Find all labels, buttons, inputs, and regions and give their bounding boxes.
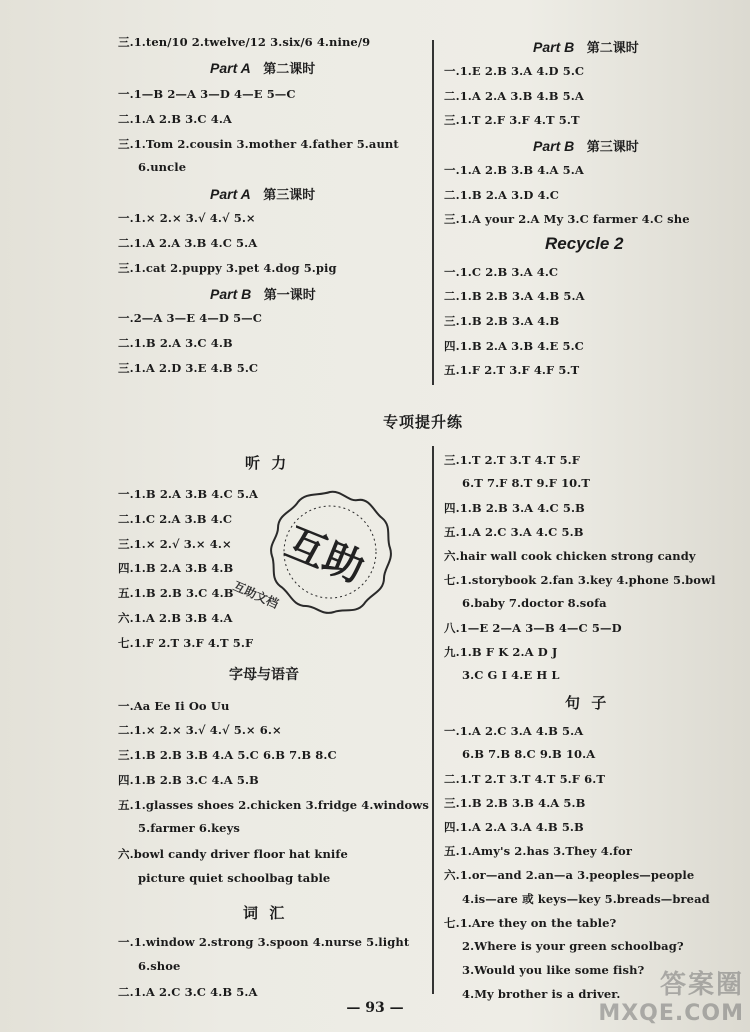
answer-line: 四.1.B 2.A 3.B 4.B (118, 561, 234, 575)
answer-line: 三.1.T 2.T 3.T 4.T 5.F (444, 453, 581, 467)
answer-line: 二.1.B 2.B 3.A 4.B 5.A (444, 289, 585, 303)
answer-line: 二.1.C 2.A 3.B 4.C (118, 512, 233, 526)
section-heading (533, 136, 639, 155)
section-heading (533, 37, 639, 56)
answer-line: 四.1.B 2.A 3.B 4.E 5.C (444, 339, 584, 353)
answer-line: 三.1.B 2.B 3.A 4.B (444, 314, 560, 328)
answer-line: 五.1.Amy's 2.has 3.They 4.for (444, 844, 632, 858)
answer-line: 六.bowl candy driver floor hat knife (118, 847, 348, 861)
answer-line: 二.1.B 2.A 3.C 4.B (118, 336, 233, 350)
answer-line: 6.shoe (138, 959, 181, 973)
answer-line: 三.1.T 2.F 3.F 4.T 5.T (444, 113, 580, 127)
heading-part-label: Part B (210, 286, 252, 302)
answer-line: 七.1.Are they on the table? (444, 916, 617, 930)
answer-line: 二.1.A 2.C 3.C 4.B 5.A (118, 985, 258, 999)
column-divider (432, 446, 434, 994)
answer-line: 三.1.A 2.D 3.E 4.B 5.C (118, 361, 259, 375)
answer-line: 五.1.A 2.C 3.A 4.C 5.B (444, 525, 584, 539)
answer-line: 五.1.F 2.T 3.F 4.F 5.T (444, 363, 580, 377)
answer-line: 三.1.A your 2.A My 3.C farmer 4.C she (444, 212, 690, 226)
listening-title: 听 力 (245, 454, 290, 472)
vocabulary-title: 词 汇 (243, 904, 288, 922)
heading-lesson-label: 第二课时 (586, 41, 639, 56)
answer-line: 3.Would you like some fish? (462, 963, 645, 977)
answer-line: 四.1.B 2.B 3.C 4.A 5.B (118, 773, 259, 787)
answer-line: 6.baby 7.doctor 8.sofa (462, 596, 607, 610)
sentences-title: 句 子 (565, 694, 610, 712)
watermark-line2: MXQE.COM (598, 1001, 744, 1026)
answer-line: 二.1.A 2.B 3.C 4.A (118, 112, 232, 126)
heading-lesson-label: 第二课时 (263, 62, 316, 77)
answer-line: 九.1.B F K 2.A D J (444, 645, 558, 659)
answer-line: 六.1.or—and 2.an—a 3.peoples—people (444, 868, 695, 882)
heading-part-label: Part A (210, 60, 251, 76)
answer-line: 6.B 7.B 8.C 9.B 10.A (462, 747, 596, 761)
answer-line: 四.1.A 2.A 3.A 4.B 5.B (444, 820, 584, 834)
stamp-main-text: 互助 (278, 519, 371, 593)
answer-line: 2.Where is your green schoolbag? (462, 939, 684, 953)
answer-line: 二.1.× 2.× 3.√ 4.√ 5.× 6.× (118, 723, 282, 737)
answer-line: 六.1.A 2.B 3.B 4.A (118, 611, 233, 625)
answer-line: 一.1—B 2—A 3—D 4—E 5—C (118, 87, 296, 101)
answer-line: 三.1.B 2.B 3.B 4.A 5.B (444, 796, 586, 810)
heading-part-label: Part B (533, 39, 575, 55)
answer-line: 八.1—E 2—A 3—B 4—C 5—D (444, 621, 622, 635)
answer-line: 七.1.F 2.T 3.F 4.T 5.F (118, 636, 254, 650)
letters-phonics-title: 字母与语音 (229, 667, 299, 683)
answer-line: picture quiet schoolbag table (138, 871, 331, 885)
heading-part-label: Part B (533, 138, 575, 154)
answer-line: 一.1.B 2.A 3.B 4.C 5.A (118, 487, 259, 501)
answer-line: 5.farmer 6.keys (138, 821, 240, 835)
answer-line: 五.1.glasses shoes 2.chicken 3.fridge 4.windows (118, 798, 429, 812)
special-practice-title: 专项提升练 (383, 413, 464, 431)
section-heading (210, 58, 315, 77)
heading-part-label: Part A (210, 186, 251, 202)
answer-line: 一.1.window 2.strong 3.spoon 4.nurse 5.light (118, 935, 410, 949)
heading-lesson-label: 第一课时 (263, 288, 316, 303)
answer-line: 二.1.A 2.A 3.B 4.C 5.A (118, 236, 258, 250)
answer-line: 三.1.× 2.√ 3.× 4.× (118, 537, 232, 551)
answer-line: 一.1.E 2.B 3.A 4.D 5.C (444, 64, 585, 78)
answer-line: 一.2—A 3—E 4—D 5—C (118, 311, 263, 325)
answer-line: 三.1.B 2.B 3.B 4.A 5.C 6.B 7.B 8.C (118, 748, 337, 762)
answer-line: 五.1.B 2.B 3.C 4.B (118, 586, 234, 600)
answer-line: 4.is—are 或 keys—key 5.breads—bread (462, 892, 710, 906)
answer-line: 二.1.T 2.T 3.T 4.T 5.F 6.T (444, 772, 606, 786)
watermark (598, 964, 744, 1026)
answer-line: 三.1.cat 2.puppy 3.pet 4.dog 5.pig (118, 261, 337, 275)
stamp-logo (231, 486, 396, 618)
answer-line: 一.1.A 2.C 3.A 4.B 5.A (444, 724, 584, 738)
answer-line: 六.hair wall cook chicken strong candy (444, 549, 696, 563)
answer-line: 6.T 7.F 8.T 9.F 10.T (462, 476, 591, 490)
watermark-line1: 答案圈 (659, 970, 744, 1000)
answer-line: 一.1.× 2.× 3.√ 4.√ 5.× (118, 211, 256, 225)
answer-line: 二.1.B 2.A 3.D 4.C (444, 188, 560, 202)
column-divider (432, 40, 434, 385)
recycle-heading: Recycle 2 (545, 234, 624, 253)
answer-line: 三.1.ten/10 2.twelve/12 3.six/6 4.nine/9 (118, 35, 371, 49)
section-heading (210, 284, 316, 303)
answer-line: 二.1.A 2.A 3.B 4.B 5.A (444, 89, 584, 103)
answer-line: 3.C G I 4.E H L (462, 668, 560, 682)
answer-line: 一.Aa Ee Ii Oo Uu (118, 699, 230, 713)
page-number: — 93 — (346, 1000, 404, 1016)
stamp-sub-text: 互助文档 (231, 578, 281, 612)
answer-line: 三.1.Tom 2.cousin 3.mother 4.father 5.aunt (118, 137, 399, 151)
answer-line: 四.1.B 2.B 3.A 4.C 5.B (444, 501, 585, 515)
answer-line: 4.My brother is a driver. (462, 987, 621, 1001)
heading-lesson-label: 第三课时 (586, 140, 639, 155)
answer-line: 七.1.storybook 2.fan 3.key 4.phone 5.bowl (444, 573, 716, 587)
answer-line: 6.uncle (138, 160, 187, 174)
heading-lesson-label: 第三课时 (263, 188, 316, 203)
section-heading (210, 184, 315, 203)
answer-line: 一.1.A 2.B 3.B 4.A 5.A (444, 163, 584, 177)
answer-line: 一.1.C 2.B 3.A 4.C (444, 265, 559, 279)
